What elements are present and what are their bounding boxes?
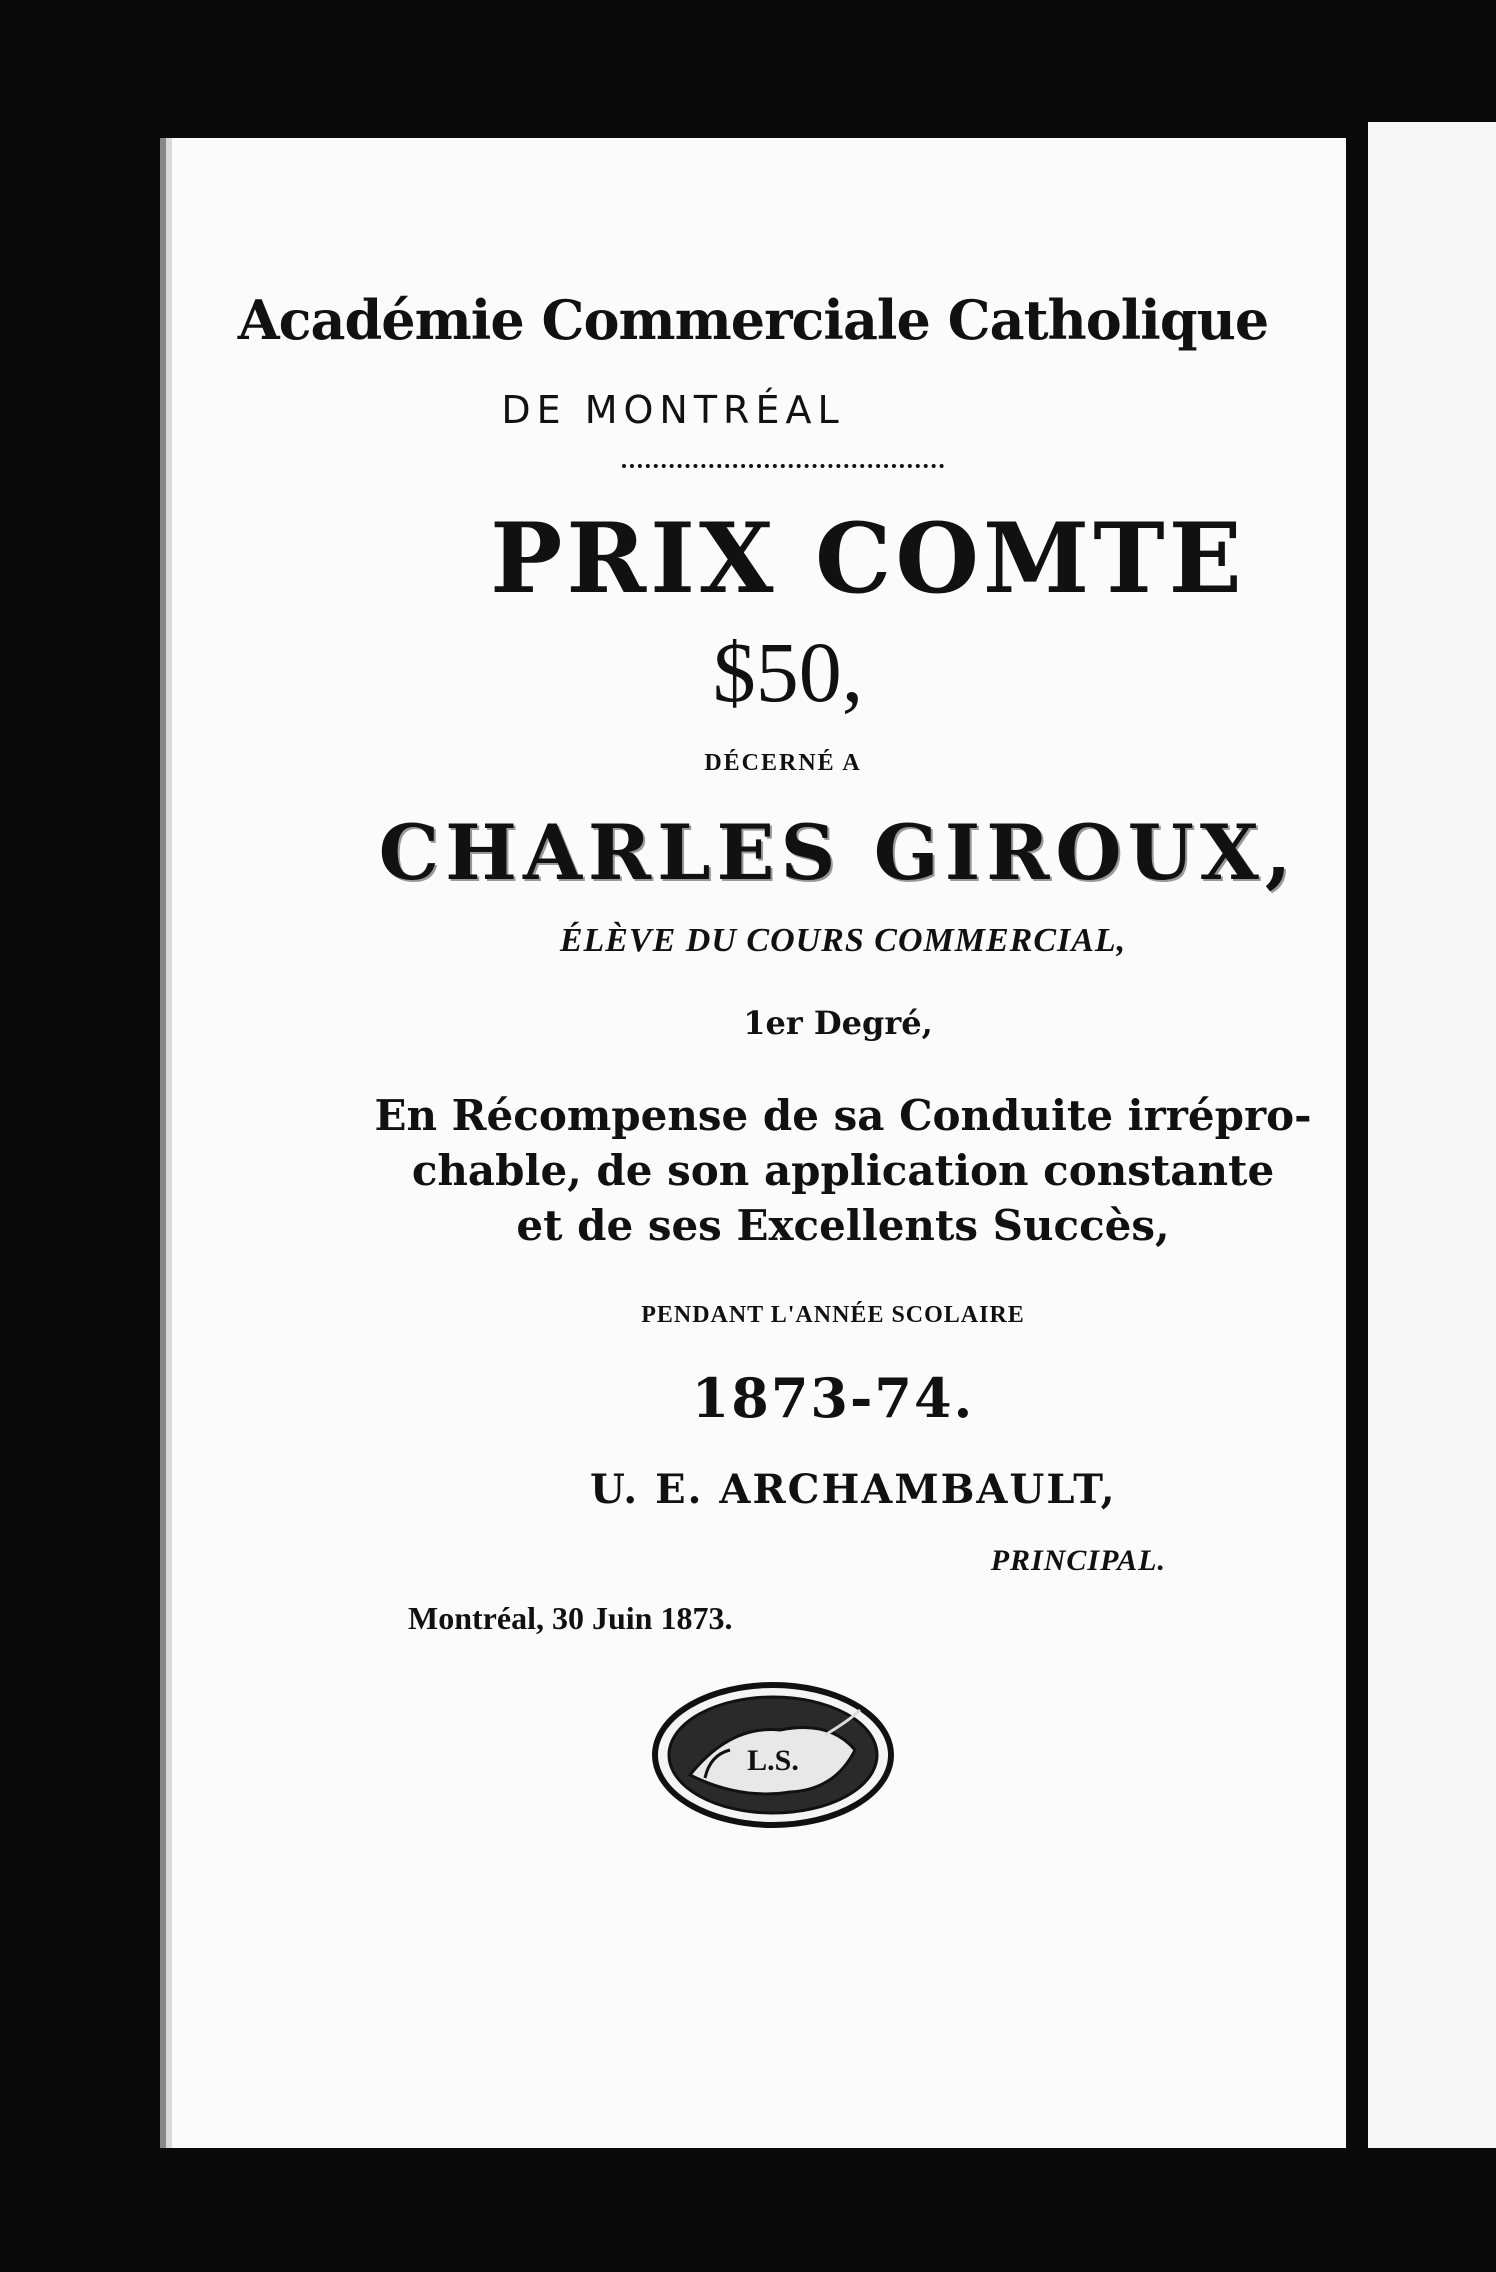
awarded-to-label: DÉCERNÉ A [704, 750, 862, 776]
seal-text: L.S. [747, 1744, 799, 1777]
reason-line: et de ses Excellents Succès, [516, 1201, 1170, 1250]
certificate-page [160, 138, 1346, 2148]
recipient-name: CHARLES GIROUX, [378, 808, 1298, 897]
award-title: PRIX COMTE [490, 502, 1246, 615]
decorative-rule [622, 464, 944, 468]
institution-city: DE MONTRÉAL [501, 388, 845, 432]
course-line: ÉLÈVE DU COURS COMMERCIAL, [559, 922, 1127, 959]
award-amount: $50, [712, 624, 864, 720]
reason-line: En Récompense de sa Conduite irrépro- [374, 1091, 1312, 1140]
degree-line: 1er Degré, [743, 1004, 933, 1042]
dateline: Montréal, 30 Juin 1873. [408, 1600, 733, 1636]
signer-role: PRINCIPAL. [990, 1544, 1166, 1577]
reason-text [250, 1088, 1436, 1253]
signer-name: U. E. ARCHAMBAULT, [590, 1466, 1117, 1513]
reason-line: chable, de son application constante [411, 1146, 1275, 1195]
school-year: 1873-74. [691, 1366, 975, 1430]
institution-name: Académie Commerciale Catholique [237, 288, 1269, 352]
period-label: PENDANT L'ANNÉE SCOLAIRE [641, 1302, 1025, 1328]
seal-stamp [650, 1680, 896, 1830]
